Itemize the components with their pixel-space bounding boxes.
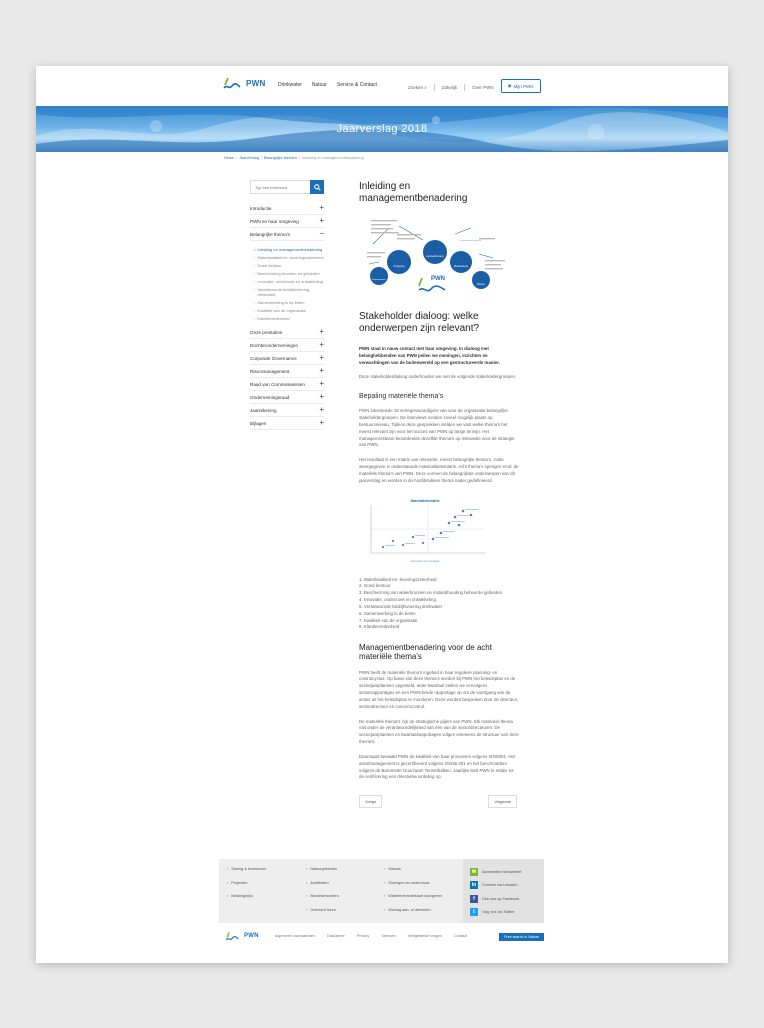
breadcrumb-home[interactable]: Home xyxy=(224,156,235,160)
chevron-right-icon: › xyxy=(254,271,256,276)
facebook-link[interactable] xyxy=(470,892,544,906)
legal-link[interactable]: Algemene voorwaarden xyxy=(274,934,316,938)
chevron-right-icon: › xyxy=(227,880,229,885)
zakelijk-link[interactable]: Zakelijk xyxy=(441,85,458,90)
breadcrumb-separator: / xyxy=(236,156,238,160)
chevron-right-icon: › xyxy=(254,287,256,292)
search-button[interactable] xyxy=(310,180,324,194)
footer-bottom xyxy=(224,928,544,944)
chevron-right-icon: › xyxy=(384,867,386,871)
legal-link[interactable]: Veelgestelde vragen xyxy=(407,934,442,938)
subnav-label: Inleiding en managementbenadering xyxy=(257,247,323,252)
footer-link[interactable] xyxy=(306,867,384,881)
diagram-label-medewerkers: Medewerkers xyxy=(453,265,469,268)
footer-link[interactable] xyxy=(227,894,308,908)
footer-link-label: Nieuws xyxy=(388,867,401,871)
chevron-right-icon: › xyxy=(254,300,256,305)
next-button[interactable]: Volgende xyxy=(488,795,517,808)
breadcrumb-current: Inleiding en managementbenadering xyxy=(301,156,364,160)
mijn-pwn-label: Mijn PWN xyxy=(513,83,534,89)
paragraph: Daarnaast bewaakt PWN de kwaliteit van haar processen volgens ISO9001. Het assetmanagement is gecertificeerd volgens ISO55.001 en het benchmarken volgens de Barometer Duurzaam Tennetbalken. Jaarlijks stelt PWN in relatie tot de certificering een directiebeoordeling op. xyxy=(359,753,516,780)
nav-natuur[interactable]: Natuur xyxy=(311,82,327,88)
plus-icon[interactable]: + xyxy=(319,366,324,375)
linkedin-icon: in xyxy=(471,882,477,889)
paragraph: PWN interviewde 16 vertegenwoordigers van voor de organisatie belangrijke stakeholdergroepen. De interviews vonden zoveel mogelijk plaats op bestuursniveau. Tijdens deze gesprekken stelden we vast welke thema's het meest relevant zijn voor het succes van PWN op lange termijn. Het managementteam beoordeelde dezelfde thema's op relevantie voor de strategie van PWN. xyxy=(359,408,515,448)
sidebar-item-dochters[interactable] xyxy=(250,339,324,352)
hero-banner xyxy=(36,106,728,152)
linkedin-link[interactable] xyxy=(470,879,544,893)
legal-link[interactable]: Disclaimer xyxy=(327,934,345,938)
footer-column xyxy=(227,867,308,908)
twitter-link[interactable] xyxy=(470,906,544,920)
sidebar-item-label: Corporate Governance xyxy=(250,355,297,361)
subnav-item[interactable] xyxy=(254,308,324,313)
sidebar-subnav xyxy=(250,241,324,326)
plus-icon[interactable]: + xyxy=(319,216,324,225)
sidebar-item-or[interactable] xyxy=(250,391,324,404)
breadcrumb-separator: / xyxy=(298,156,300,160)
footer-logo[interactable] xyxy=(224,930,259,942)
diagram-label-overheden: Overheden en toezicht xyxy=(459,240,482,242)
diagram-label-klanten: Klanten xyxy=(476,283,486,286)
chevron-right-icon: › xyxy=(254,247,256,252)
legal-link[interactable]: Privacy xyxy=(356,934,370,938)
plus-icon[interactable]: + xyxy=(319,405,324,414)
chevron-right-icon: › xyxy=(254,316,256,321)
footer-link-label: Betalingstips xyxy=(231,894,253,898)
stakeholder-diagram xyxy=(359,214,519,308)
page-card xyxy=(36,66,728,963)
subnav-label: Klanttevredenheid xyxy=(257,316,290,321)
subnav-item[interactable] xyxy=(254,279,324,284)
sidebar-item-label: Jaarrekening xyxy=(250,407,277,413)
sidebar-item-label: Ondernemingsraad xyxy=(250,394,290,400)
minus-icon[interactable]: − xyxy=(319,229,324,238)
social-label: Like ons op Facebook xyxy=(482,896,520,901)
mail-icon: ✉ xyxy=(471,868,477,875)
search-icon xyxy=(314,184,321,191)
chevron-right-icon: › xyxy=(227,894,229,898)
subnav-label: Samenwerking in de keten xyxy=(257,300,305,305)
diagram-label-omgeving: Omgeving xyxy=(393,265,405,268)
page-title: Inleiding en managementbenadering xyxy=(359,181,468,204)
subnav-label: Bescherming bronnen en gebieden xyxy=(257,271,320,276)
sidebar-item-label: Risicomanagement xyxy=(250,368,290,374)
subnav-item[interactable] xyxy=(254,263,324,268)
sidebar-item-label: Introductie xyxy=(250,205,272,211)
subnav-item[interactable] xyxy=(254,271,324,276)
subnav-item[interactable] xyxy=(254,300,324,305)
subnav-item-active[interactable] xyxy=(254,247,324,252)
sidebar-item-themas[interactable] xyxy=(250,228,324,241)
facebook-icon: f xyxy=(470,895,478,903)
footer-link[interactable] xyxy=(227,880,308,895)
social-label: Aanmelden nieuwsbrief xyxy=(482,869,522,874)
paragraph: Deze stakeholderdialoog onderhouden we met de volgende stakeholdergroepen. xyxy=(359,374,517,380)
search-link[interactable] xyxy=(408,85,427,90)
sidebar-item-label: Onze prestaties xyxy=(250,329,283,335)
sidebar-item-label: PWN en haar omgeving xyxy=(250,218,299,224)
breadcrumb-jaarverslag[interactable]: Jaarverslag xyxy=(239,156,259,160)
footer-link[interactable] xyxy=(384,908,462,922)
paragraph: Het resultaat is een matrix van relevante, meest belangrijke thema's, zoals weergegeven in onderstaande materialiteitsmatrix. Acht thema's springen eruit: de materiële thema's van PWN. Deze vormen de belangrijkste onderwerpen van dit jaarverslag en worden in de hoofdstukken thema nader gedefinieerd. xyxy=(359,457,519,483)
sidebar-item-jaarrekening[interactable] xyxy=(250,404,324,417)
footer-link-label: Activiteiten xyxy=(310,880,329,885)
twitter-icon: t xyxy=(470,908,478,916)
footer-link[interactable] xyxy=(384,894,462,908)
footer-link-label: Bezoekerscentra xyxy=(310,894,339,898)
list-item: 7. Kwaliteit van de organisatie xyxy=(359,617,418,623)
social-label: Connect via LinkedIn xyxy=(482,883,518,888)
pwn-logo[interactable] xyxy=(222,75,266,91)
footer-link-label: Storing & leverancier xyxy=(231,867,267,871)
pwn-wave-icon xyxy=(222,75,244,91)
plus-icon[interactable]: + xyxy=(319,327,324,336)
matrix-title: Materialiteitsmatrix xyxy=(410,498,440,503)
user-icon: ◉ xyxy=(507,83,512,88)
subnav-item[interactable] xyxy=(254,316,324,321)
footer-link[interactable] xyxy=(306,894,384,908)
mijn-pwn-button[interactable] xyxy=(501,79,541,93)
footer-link[interactable] xyxy=(384,881,462,895)
breadcrumb-separator: / xyxy=(260,156,262,160)
materiality-matrix xyxy=(363,499,487,563)
subnav-item[interactable] xyxy=(254,255,324,260)
themes-list xyxy=(359,577,519,632)
diagram-label-ketenpartners: Ketenpartners xyxy=(372,279,386,281)
subheading: Bepaling materiële thema's xyxy=(359,393,444,401)
list-item: 3. Bescherming van waterbronnen en instandhouding beheerde gebieden xyxy=(359,590,503,596)
chevron-right-icon: › xyxy=(384,894,386,898)
matrix-x-label: Relevantie voor strategie xyxy=(410,559,440,563)
subnav-label: Verantwoorde bedrijfsvoering drinkwater xyxy=(257,287,310,297)
breadcrumb-themas[interactable]: Belangrijke thema's xyxy=(263,156,297,160)
plus-icon[interactable]: + xyxy=(319,392,324,401)
sidebar-item-label: Bijlagen xyxy=(250,420,267,426)
paragraph: PWN heeft de materiële thema's ingebed in haar reguliere planning- en controlcyclus. Op basis van deze thema's worden bij PWN het beleidsplan en de sectorjaarplannen opgesteld. Ieder kwartaal stellen we vervolgens sectorrapportages en een PWN-brede rapportage op om de voortgang van de acties uit het beleidsplan te monitoren. Deze worden besproken door de directeur, sectordirecteur en concerncontrol. xyxy=(359,669,519,709)
footer-link-label: Natuurgebieden xyxy=(310,867,338,871)
footer-link-label: Storingen en onderhoud xyxy=(388,880,430,885)
chevron-right-icon: › xyxy=(306,867,308,871)
subnav-label: Goed bestuur xyxy=(257,263,282,268)
chevron-right-icon: › xyxy=(306,880,308,885)
footer-column xyxy=(306,867,384,921)
logo-text: PWN xyxy=(246,78,266,88)
chevron-right-icon: › xyxy=(254,308,256,313)
social-links xyxy=(463,859,544,923)
logo-text: PWN xyxy=(244,933,259,939)
section-heading: Stakeholder dialoog: welke onderwerpen zijn relevant? xyxy=(359,311,480,334)
section-heading: Managementbenadering voor de acht materiële thema's xyxy=(359,643,492,662)
footer-link-label: Woning aan- of afmelden xyxy=(388,907,431,912)
footer-link[interactable] xyxy=(227,867,308,881)
plus-icon[interactable]: + xyxy=(319,379,324,388)
search-icon: ⌕ xyxy=(424,85,427,90)
footer-links xyxy=(219,859,544,923)
footer-link[interactable] xyxy=(306,881,384,895)
matrix-chart xyxy=(363,503,487,555)
subnav-label: Kwaliteit van de organisatie xyxy=(257,308,307,313)
diagram-label-aandeelhouders: Aandeelhouders xyxy=(426,255,444,258)
list-item: 4. Innovatie, onderzoek en ontwikkeling xyxy=(359,597,436,603)
nav-service-contact[interactable]: Service & Contact xyxy=(336,82,377,88)
chevron-right-icon: › xyxy=(384,880,386,885)
sidebar-search-input[interactable] xyxy=(251,181,310,193)
sidebar-item-rvc[interactable] xyxy=(250,378,324,391)
sidebar-item-omgeving[interactable] xyxy=(250,215,324,228)
footer-link-label: Waterleverantiekaart doorgeven xyxy=(388,894,443,898)
divider xyxy=(434,84,435,91)
plus-icon[interactable]: + xyxy=(319,418,324,427)
sidebar-item-risico[interactable] xyxy=(250,365,324,378)
sidebar-item-label: Raad van Commissarissen xyxy=(250,381,305,387)
pwn-wave-icon xyxy=(224,930,242,942)
footer-link[interactable] xyxy=(384,867,462,881)
footer-link-label: Overkant lezen xyxy=(310,907,336,912)
sidebar-item-bijlagen[interactable] xyxy=(250,417,324,430)
footer-cta-button[interactable]: Free search in Nature xyxy=(499,933,544,941)
legal-link[interactable]: Contact xyxy=(453,934,468,938)
sidebar-item-prestaties[interactable] xyxy=(250,326,324,339)
divider xyxy=(464,84,465,91)
breadcrumb xyxy=(224,156,364,160)
nav-drinkwater[interactable]: Drinkwater xyxy=(278,82,302,88)
footer-link-label: Projecten xyxy=(231,880,248,885)
intro-text: PWN staat in nauw contact met haar omgeving. In dialoog met belanghebbenden van PWN peilen we meningen, inzichten en verwachtingen van de buitenwereld op een gestructureerde manier. xyxy=(359,346,500,365)
chevron-right-icon: › xyxy=(306,894,308,898)
sidebar xyxy=(250,180,324,430)
site-header xyxy=(36,66,728,106)
chevron-right-icon: › xyxy=(384,907,386,912)
main-content xyxy=(359,181,519,808)
chevron-right-icon: › xyxy=(254,255,256,260)
newsletter-link[interactable] xyxy=(470,865,544,879)
plus-icon[interactable]: + xyxy=(319,203,324,212)
stakeholder-diagram-graphic xyxy=(359,214,509,308)
chevron-right-icon: › xyxy=(306,907,308,912)
footer-link[interactable] xyxy=(306,908,384,922)
sidebar-item-label: Dochterondernemingen xyxy=(250,342,299,348)
list-item: 6. Samenwerking in de keten xyxy=(359,610,416,616)
chevron-right-icon: › xyxy=(227,867,229,871)
sidebar-item-introductie[interactable] xyxy=(250,202,324,215)
list-item: 2. Goed bestuur xyxy=(359,583,391,589)
list-item: 8. Klanttevredenheid xyxy=(359,624,400,630)
sidebar-item-label: Belangrijke thema's xyxy=(250,231,290,237)
main-nav xyxy=(278,82,377,88)
hero-title: Jaarverslag 2018 xyxy=(336,123,428,135)
subnav-label: Innovatie, onderzoek en ontwikkeling xyxy=(257,279,323,284)
diagram-logo-text: PWN xyxy=(431,276,445,282)
plus-icon[interactable]: + xyxy=(319,353,324,362)
top-right-nav xyxy=(408,82,541,93)
paragraph: De materiële thema's zijn de strategische pijlers van PWN. Elk materieel thema valt onder de verantwoordelijkheid van één van de sectordirecteuren. De sectorjaarplannen en kwartaalrapportages volgen eveneens de structuur van deze thema's. xyxy=(359,718,519,745)
list-item: 5. Verantwoorde bedrijfsvoering drinkwater xyxy=(359,603,443,609)
previous-button[interactable]: Vorige xyxy=(359,795,382,808)
legal-link[interactable]: Tarieven xyxy=(381,934,396,938)
subnav-label: Waterkwaliteit en -leveringszekerheid xyxy=(257,255,324,260)
social-label: Volg ons via Twitter xyxy=(482,910,515,915)
footer-column xyxy=(384,867,462,921)
sidebar-item-governance[interactable] xyxy=(250,352,324,365)
search-label: Zoeken xyxy=(408,85,424,90)
list-item: 1. Waterkwaliteit en -leveringszekerheid xyxy=(359,576,437,582)
over-pwn-link[interactable]: Over PWN xyxy=(472,85,494,90)
subnav-item[interactable] xyxy=(254,287,324,297)
chevron-right-icon: › xyxy=(254,279,256,284)
pagination xyxy=(359,795,517,808)
chevron-right-icon: › xyxy=(254,263,256,268)
legal-links xyxy=(275,934,467,938)
sidebar-search xyxy=(250,180,324,194)
plus-icon[interactable]: + xyxy=(319,340,324,349)
